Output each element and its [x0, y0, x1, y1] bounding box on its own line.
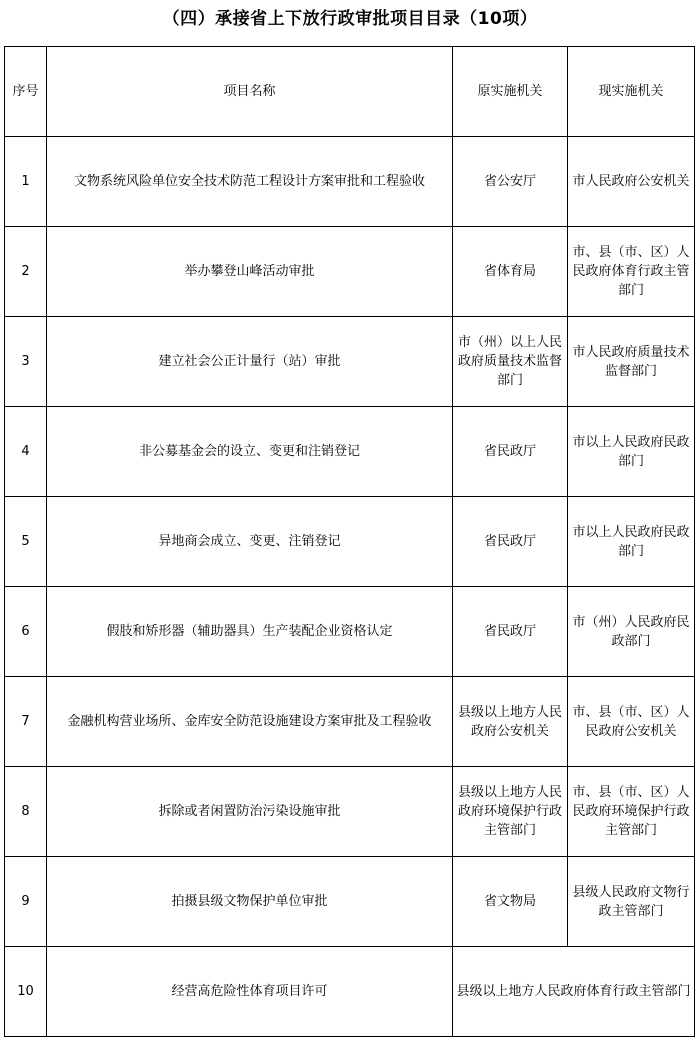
table-row [5, 227, 695, 317]
row-current-authority: 县级人民政府文物行政主管部门 [568, 857, 695, 947]
row-no: 3 [5, 317, 47, 407]
row-no: 5 [5, 497, 47, 587]
row-original-authority: 县级以上地方人民政府公安机关 [453, 677, 568, 767]
row-no: 2 [5, 227, 47, 317]
row-no: 4 [5, 407, 47, 497]
row-original-authority: 市（州）以上人民政府质量技术监督部门 [453, 317, 568, 407]
table-row [5, 497, 695, 587]
table-row [5, 857, 695, 947]
row-current-authority: 市人民政府公安机关 [568, 137, 695, 227]
table-row [5, 677, 695, 767]
table-row [5, 317, 695, 407]
row-item-name: 经营高危险性体育项目许可 [47, 947, 453, 1037]
table-row [5, 947, 695, 1037]
header-no: 序号 [5, 47, 47, 137]
row-item-name: 拍摄县级文物保护单位审批 [47, 857, 453, 947]
row-item-name: 非公募基金会的设立、变更和注销登记 [47, 407, 453, 497]
row-no: 8 [5, 767, 47, 857]
table-row [5, 137, 695, 227]
row-item-name: 拆除或者闲置防治污染设施审批 [47, 767, 453, 857]
table-row [5, 407, 695, 497]
row-current-authority: 市（州）人民政府民政部门 [568, 587, 695, 677]
table-row [5, 767, 695, 857]
table-row [5, 587, 695, 677]
row-original-authority: 省文物局 [453, 857, 568, 947]
row-current-authority: 市人民政府质量技术监督部门 [568, 317, 695, 407]
row-item-name: 建立社会公正计量行（站）审批 [47, 317, 453, 407]
row-original-authority: 县级以上地方人民政府环境保护行政主管部门 [453, 767, 568, 857]
row-no: 10 [5, 947, 47, 1037]
approval-items-table [4, 46, 695, 1037]
row-item-name: 假肢和矫形器（辅助器具）生产装配企业资格认定 [47, 587, 453, 677]
page-title: （四）承接省上下放行政审批项目目录（10项） [162, 9, 538, 29]
header-item-name: 项目名称 [47, 47, 453, 137]
row-item-name: 金融机构营业场所、金库安全防范设施建设方案审批及工程验收 [47, 677, 453, 767]
row-no: 1 [5, 137, 47, 227]
row-original-authority: 省民政厅 [453, 587, 568, 677]
row-item-name: 文物系统风险单位安全技术防范工程设计方案审批和工程验收 [47, 137, 453, 227]
row-current-authority: 市、县（市、区）人民政府环境保护行政主管部门 [568, 767, 695, 857]
row-original-authority: 省体育局 [453, 227, 568, 317]
row-no: 9 [5, 857, 47, 947]
table-header-row [5, 47, 695, 137]
row-merged-authority: 县级以上地方人民政府体育行政主管部门 [453, 947, 695, 1037]
header-current-authority: 现实施机关 [568, 47, 695, 137]
row-original-authority: 省公安厅 [453, 137, 568, 227]
row-current-authority: 市以上人民政府民政部门 [568, 407, 695, 497]
row-original-authority: 省民政厅 [453, 407, 568, 497]
row-original-authority: 省民政厅 [453, 497, 568, 587]
row-item-name: 异地商会成立、变更、注销登记 [47, 497, 453, 587]
row-no: 7 [5, 677, 47, 767]
row-item-name: 举办攀登山峰活动审批 [47, 227, 453, 317]
row-current-authority: 市、县（市、区）人民政府体育行政主管部门 [568, 227, 695, 317]
row-current-authority: 市、县（市、区）人民政府公安机关 [568, 677, 695, 767]
row-no: 6 [5, 587, 47, 677]
header-original-authority: 原实施机关 [453, 47, 568, 137]
row-current-authority: 市以上人民政府民政部门 [568, 497, 695, 587]
